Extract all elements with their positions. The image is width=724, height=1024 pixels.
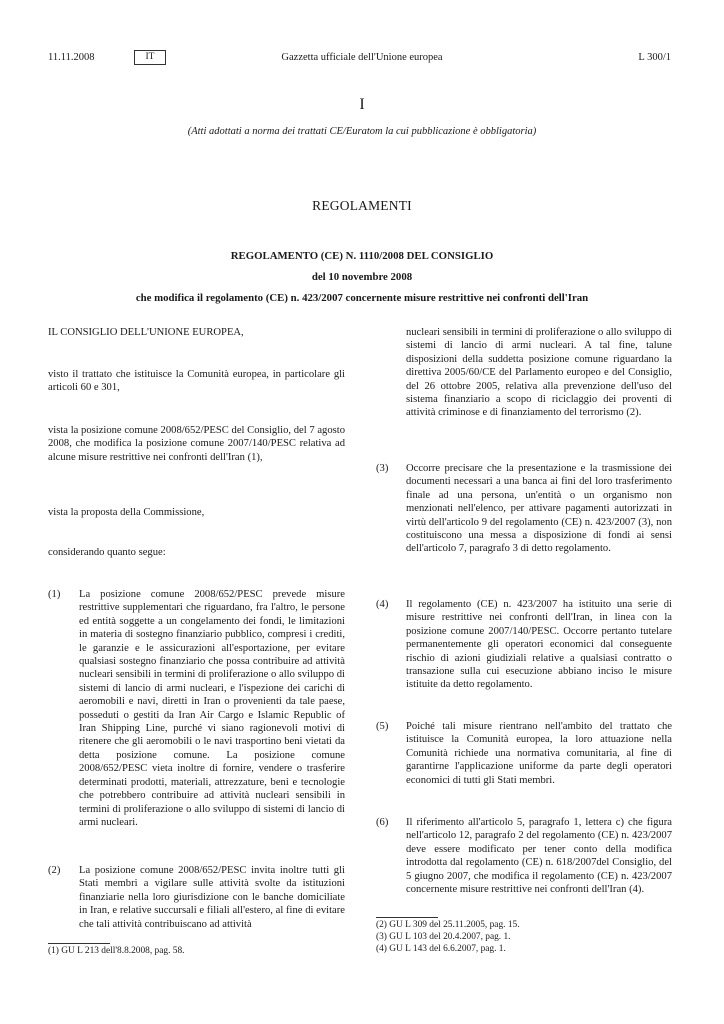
recital-text: Il regolamento (CE) n. 423/2007 ha istituito una serie di misure restrittive nei confronti dell'Iran, in linea con la posizione comune 2007/140/PESC. Occorre pertanto tutelare permanentemente gli operatori economici dal conseguente rischio di azioni giudiziali relative a qualsiasi contratto o transazione sulla cui esecuzione abbiano inciso le misure istituite da detto regolamento.: [406, 599, 672, 691]
footnote: (3) GU L 103 del 20.4.2007, pag. 1.: [376, 932, 511, 942]
section-roman: I: [359, 96, 365, 113]
recital-number: (3): [376, 463, 389, 474]
recital-proposal: vista la proposta della Commissione,: [48, 507, 205, 518]
regulation-subject: che modifica il regolamento (CE) n. 423/2007 concernente misure restrittive nei confronti dell'Iran: [135, 292, 589, 304]
section-subtitle: (Atti adottati a norma dei trattati CE/Euratom la cui pubblicazione è obbligatoria): [187, 126, 537, 137]
footnote: (1) GU L 213 dell'8.8.2008, pag. 58.: [48, 946, 185, 956]
recital-number: (2): [48, 865, 61, 876]
regulation-title: REGOLAMENTO (CE) N. 1110/2008 DEL CONSIGLIO: [230, 250, 494, 262]
recital-text: Poiché tali misure rientrano nell'ambito del trattato che istituisce la Comunità europea, la loro attuazione nella Comunità richiede una normativa comunitaria, al fine di garantirne l'applicazione uniforme da parte degli operatori economici di tutti gli Stati membri.: [406, 721, 672, 786]
language-badge: IT: [134, 50, 166, 65]
recital-text: La posizione comune 2008/652/PESC prevede misure restrittive supplementari che riguardano, fra l'altro, le persone ed entità soggette a un congelamento dei fondi, le limitazioni in materia di sostegno finanziario pubblico, compresi i crediti, le garanzie e le assicurazioni all'esportazione, per evitare qualsiasi sostegno finanziario che possa contribuire ad attività nucleari sensibili in termini di proliferazione o allo sviluppo di sistemi di lancio di armi nucleari, e l'ispezione dei carichi di aeromobili e navi, diretti in Iran o provenienti da tale paese, posseduti o gestiti da Iran Air Cargo e Islamic Republic of Iran Shipping Line, purché vi siano ragionevoli motivi di ritenere che gli aeromobili o le navi trasportino beni vietati da detta posizione comune. La posizione comune 2008/652/PESC vieta inoltre di fornire, vendere o trasferire determinati prodotti, materiali, attrezzature, beni e tecnologie che potrebbero contribuire ad attività nucleari sensibili in termini di proliferazione o allo sviluppo di sistemi di lancio di armi nucleari.: [79, 589, 345, 828]
recital-text: La posizione comune 2008/652/PESC invita inoltre tutti gli Stati membri a vigilare sulle attività svolte da istituzioni finanziarie nella loro giurisdizione con le banche domiciliate in Iran, e relative succursali e filiali all'estero, al fine di evitare che tali attività contribuiscano ad attività: [79, 865, 345, 930]
footnote: (2) GU L 309 del 25.11.2005, pag. 15.: [376, 920, 520, 930]
recital-text: Occorre precisare che la presentazione e la trasmissione dei documenti necessari a una banca ai fini del loro trasferimento finale ad una persona, un'entità o un organismo non menzionati nell'elenco, per attivare pagamenti autorizzati in virtù dell'articolo 9 del regolamento (CE) n. 423/2007 (3), non costituiscono una messa a disposizione di fondi ai sensi dell'articolo 7, paragrafo 3 di detto regolamento.: [406, 463, 672, 555]
section-heading: REGOLAMENTI: [312, 198, 412, 213]
recital-treaty: visto il trattato che istituisce la Comunità europea, in particolare gli articoli 60 e 301,: [48, 369, 345, 394]
recital-number: (5): [376, 721, 389, 732]
recital-common-position: vista la posizione comune 2008/652/PESC del Consiglio, del 7 agosto 2008, che modifica la posizione comune 2007/140/PESC relativa ad alcune misure restrittive nei confronti dell'Iran (1),: [48, 425, 345, 463]
journal-title: Gazzetta ufficiale dell'Unione europea: [281, 52, 443, 63]
page-number: L 300/1: [638, 52, 671, 63]
considering-intro: considerando quanto segue:: [48, 547, 166, 558]
recital-text: Il riferimento all'articolo 5, paragrafo 1, lettera c) che figura nell'articolo 12, paragrafo 2 del regolamento (CE) n. 423/2007 deve essere modificato per tener conto della modifica introdotta dal regolamento (CE) n. 618/2007del Consiglio, del 5 giugno 2007, che modifica il regolamento (CE) n. 423/2007 concernente misure restrittive nei confronti dell'Iran (4).: [406, 817, 672, 896]
recital-number: (6): [376, 817, 389, 828]
footnote-rule: [48, 943, 110, 944]
footnote: (4) GU L 143 del 6.6.2007, pag. 1.: [376, 944, 506, 954]
recital-number: (4): [376, 599, 389, 610]
council-intro: IL CONSIGLIO DELL'UNIONE EUROPEA,: [48, 327, 244, 338]
recital-text: nucleari sensibili in termini di proliferazione o allo sviluppo di sistemi di lancio di armi nucleari. A tal fine, talune disposizioni della suddetta posizione comune riguardano la direttiva 2005/60/CE del Parlamento europeo e del Consiglio, del 26 ottobre 2005, relativa alla prevenzione dell'uso del sistema finanziario a scopo di riciclaggio dei proventi di attività criminose e di finanziamento del terrorismo (2).: [406, 327, 672, 419]
footnote-rule: [376, 917, 438, 918]
header-date: 11.11.2008: [48, 52, 95, 63]
regulation-date: del 10 novembre 2008: [311, 271, 413, 283]
recital-number: (1): [48, 589, 61, 600]
